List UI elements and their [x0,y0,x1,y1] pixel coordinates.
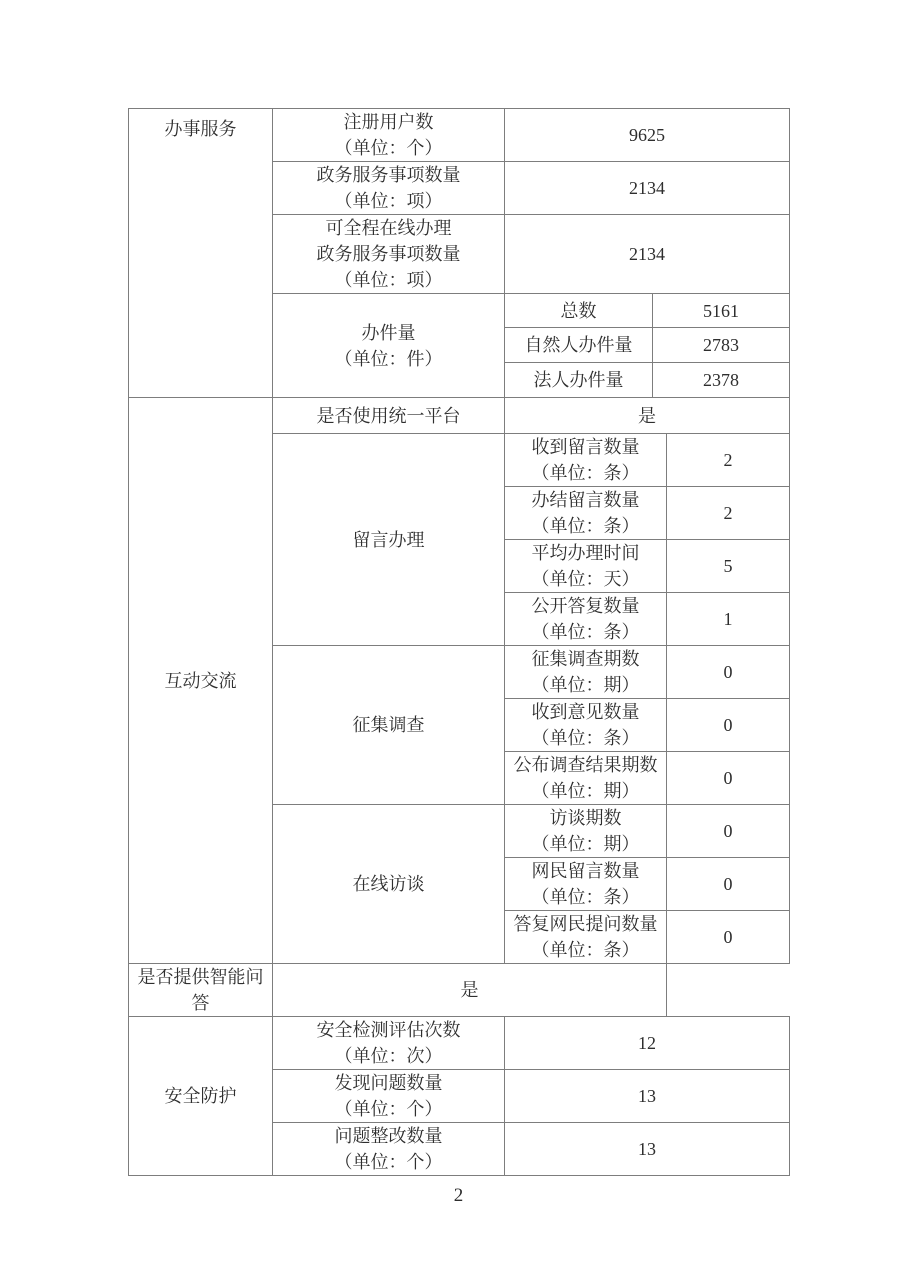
item-label-line: 在线访谈 [352,874,425,894]
value-text: 是 [638,405,656,426]
item-label-line: 征集调查 [352,715,425,735]
value-cell-legal-person [653,363,790,398]
value-text: 2134 [629,244,665,264]
item-label-line: 是否使用统一平台 [316,405,461,426]
value-text: 是 [460,980,479,1000]
section-cell-anquan-fanghu [129,1017,273,1176]
value-text: 0 [723,927,733,947]
section-cell-hudong-jiaoliu [129,398,273,964]
subitem-cell-average-handling-time [505,540,667,593]
value-cell-average-handling-time [667,540,790,593]
subitem-label-line: 公开答复数量 [531,596,640,616]
subitem-cell-messages-completed [505,487,667,540]
value-text: 0 [723,662,733,682]
value-cell-netizen-messages [667,858,790,911]
item-label-line: 可全程在线办理 [325,218,452,238]
item-unit-line: （单位：个） [334,1152,443,1172]
value-text: 12 [638,1033,656,1053]
subitem-label-line: 法人办件量 [533,370,624,390]
value-text: 13 [638,1086,656,1106]
subitem-cell-opinions-received [505,699,667,752]
item-cell-unified-platform [273,398,505,434]
item-cell-online-interview [273,805,505,964]
value-cell-problems-rectified [505,1123,790,1176]
subitem-cell-public-replies [505,593,667,646]
item-unit-line: （单位：个） [334,138,443,158]
item-unit-line: （单位：项） [334,191,443,211]
section-label: 互动交流 [164,670,237,691]
subitem-label-line: 公布调查结果期数 [513,755,658,775]
section-label: 安全防护 [164,1086,237,1106]
subitem-label-line: 收到意见数量 [531,702,640,722]
item-cell-security-assessments [273,1017,505,1070]
value-text: 13 [638,1139,656,1159]
item-unit-line: （单位：个） [334,1099,443,1119]
item-label-line: 安全检测评估次数 [316,1020,461,1040]
value-text: 0 [723,821,733,841]
value-cell-survey-results-published [667,752,790,805]
item-cell-survey-collection [273,646,505,805]
item-unit-line: （单位：次） [334,1046,443,1066]
page-number: 2 [453,1185,464,1206]
value-cell-survey-periods [667,646,790,699]
value-text: 5161 [703,300,739,321]
table-row [129,964,790,1017]
subitem-cell-total [505,294,653,328]
table-row [129,109,790,162]
subitem-cell-natural-person [505,328,653,363]
item-cell-online-service-items [273,215,505,294]
value-cell-online-service-items [505,215,790,294]
subitem-cell-survey-periods [505,646,667,699]
value-cell-service-items [505,162,790,215]
value-text: 9625 [629,125,665,145]
value-text: 0 [723,874,733,894]
value-text: 2 [723,503,733,523]
subitem-label-line: 访谈期数 [549,808,622,828]
subitem-label-line: 答复网民提问数量 [513,914,658,934]
item-label-line: 政务服务事项数量 [316,244,461,264]
value-text: 2783 [703,335,739,355]
subitem-unit-line: （单位：期） [531,834,640,854]
subitem-unit-line: （单位：条） [531,940,640,960]
value-cell-security-assessments [505,1017,790,1070]
table-row [129,398,790,434]
value-cell-questions-answered [667,911,790,964]
subitem-label-line: 征集调查期数 [531,649,640,669]
value-cell-interview-periods [667,805,790,858]
value-cell-total [653,294,790,328]
value-cell-smart-qa [273,964,667,1017]
subitem-unit-line: （单位：条） [531,728,640,748]
subitem-label-line: 收到留言数量 [531,437,640,457]
section-label: 办事服务 [164,119,237,139]
value-cell-registered-users [505,109,790,162]
item-label-line: 留言办理 [352,529,425,550]
subitem-unit-line: （单位：条） [531,887,640,907]
subitem-cell-netizen-messages [505,858,667,911]
subitem-cell-interview-periods [505,805,667,858]
value-text: 2 [723,450,733,470]
subitem-cell-survey-results-published [505,752,667,805]
value-text: 2378 [703,370,739,390]
item-cell-smart-qa [129,964,273,1017]
item-cell-problems-rectified [273,1123,505,1176]
item-unit-line: （单位：件） [334,348,443,369]
item-label-line: 注册用户数 [343,112,434,132]
value-text: 2134 [629,178,665,198]
item-label-line: 问题整改数量 [334,1126,443,1146]
item-cell-problems-found [273,1070,505,1123]
subitem-label-line: 办结留言数量 [531,490,640,510]
value-cell-public-replies [667,593,790,646]
item-cell-service-items [273,162,505,215]
value-text: 0 [723,715,733,735]
item-label-line: 发现问题数量 [334,1073,443,1093]
subitem-cell-legal-person [505,363,653,398]
subitem-unit-line: （单位：期） [531,675,640,695]
annual-report-table [128,108,790,1176]
value-cell-natural-person [653,328,790,363]
subitem-unit-line: （单位：期） [531,781,640,801]
item-unit-line: （单位：项） [334,270,443,290]
value-text: 5 [723,556,733,576]
subitem-label-line: 自然人办件量 [524,335,633,355]
value-cell-messages-received [667,434,790,487]
item-label-line: 政务服务事项数量 [316,165,461,185]
subitem-cell-questions-answered [505,911,667,964]
item-cell-message-handling [273,434,505,646]
item-cell-registered-users [273,109,505,162]
subitem-unit-line: （单位：条） [531,463,640,483]
subitem-unit-line: （单位：天） [531,569,640,589]
subitem-label-line: 总数 [560,300,597,321]
item-label-line: 办件量 [361,322,416,343]
subitem-label-line: 网民留言数量 [531,861,640,881]
table-row [129,1017,790,1070]
section-cell-banshi-fuwu [129,109,273,398]
value-cell-unified-platform [505,398,790,434]
value-cell-problems-found [505,1070,790,1123]
value-cell-messages-completed [667,487,790,540]
subitem-label-line: 平均办理时间 [531,543,640,563]
value-cell-opinions-received [667,699,790,752]
value-text: 0 [723,768,733,788]
item-cell-case-volume [273,294,505,398]
subitem-unit-line: （单位：条） [531,622,640,642]
subitem-unit-line: （单位：条） [531,516,640,536]
value-text: 1 [723,609,733,629]
subitem-cell-messages-received [505,434,667,487]
item-label-line: 是否提供智能问答 [137,967,264,1013]
